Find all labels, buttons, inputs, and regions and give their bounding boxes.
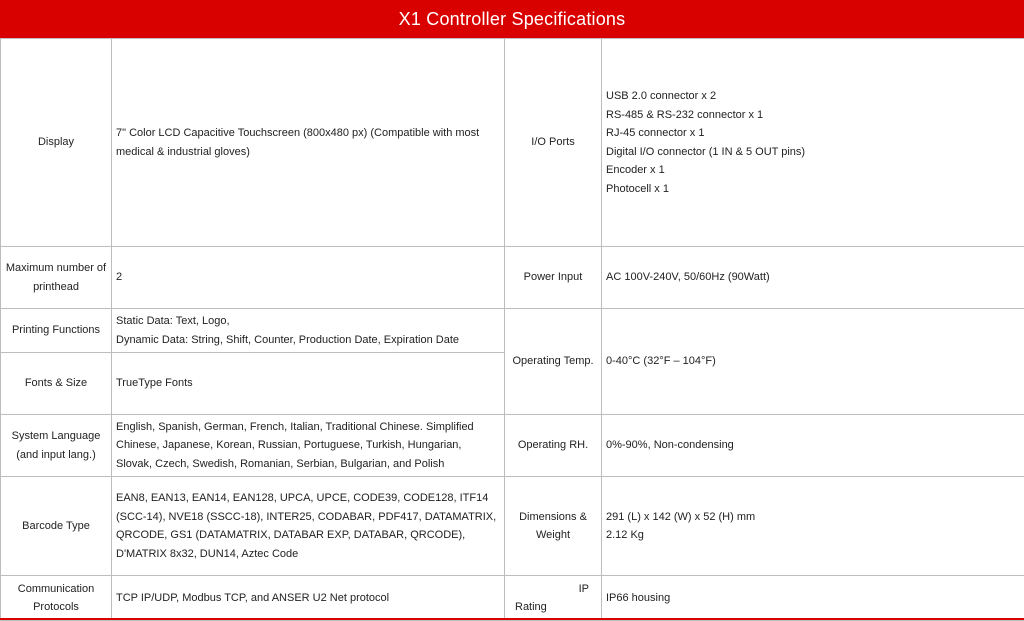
weight-line: 2.12 Kg	[606, 526, 1020, 545]
page-title: X1 Controller Specifications	[0, 0, 1024, 38]
table-row	[1, 576, 1024, 621]
ip-rating-label-line2: Rating	[509, 598, 597, 617]
spec-value-max-printhead: 2	[112, 247, 505, 309]
spec-label-display: Display	[1, 39, 112, 247]
spec-label-barcode-type: Barcode Type	[1, 477, 112, 576]
spec-value-power-input: AC 100V-240V, 50/60Hz (90Watt)	[602, 247, 1024, 309]
spec-value-operating-temp: 0-40°C (32°F – 104°F)	[602, 309, 1024, 415]
table-row	[1, 309, 1024, 353]
table-row	[1, 39, 1024, 247]
io-port-item: Photocell x 1	[606, 180, 1020, 199]
spec-value-operating-rh: 0%-90%, Non-condensing	[602, 415, 1024, 477]
dimensions-line: 291 (L) x 142 (W) x 52 (H) mm	[606, 508, 1020, 527]
spec-value-display: 7" Color LCD Capacitive Touchscreen (800x480 px) (Compatible with most medical & industrial gloves)	[112, 39, 505, 247]
spec-value-fonts-size: TrueType Fonts	[112, 353, 505, 415]
table-row	[1, 247, 1024, 309]
printing-function-line: Dynamic Data: String, Shift, Counter, Production Date, Expiration Date	[116, 331, 500, 350]
spec-label-printing-functions: Printing Functions	[1, 309, 112, 353]
table-row	[1, 415, 1024, 477]
spec-label-io-ports: I/O Ports	[505, 39, 602, 247]
spec-label-communication-protocols: Communication Protocols	[1, 576, 112, 621]
spec-label-system-language: System Language (and input lang.)	[1, 415, 112, 477]
ip-rating-label-line1: IP	[509, 580, 597, 599]
printing-function-line: Static Data: Text, Logo,	[116, 312, 500, 331]
specifications-table	[0, 38, 1024, 621]
io-port-item: Encoder x 1	[606, 161, 1020, 180]
spec-value-dimensions-weight	[602, 477, 1024, 576]
spec-value-printing-functions	[112, 309, 505, 353]
io-port-item: USB 2.0 connector x 2	[606, 87, 1020, 106]
spec-label-ip-rating	[505, 576, 602, 621]
spec-value-communication-protocols: TCP IP/UDP, Modbus TCP, and ANSER U2 Net protocol	[112, 576, 505, 621]
table-row	[1, 477, 1024, 576]
spec-value-ip-rating: IP66 housing	[602, 576, 1024, 621]
spec-value-barcode-type: EAN8, EAN13, EAN14, EAN128, UPCA, UPCE, CODE39, CODE128, ITF14 (SCC-14), NVE18 (SSCC-18), INTER25, CODABAR, PDF417, DATAMATRIX, QRCODE, GS1 (DATAMATRIX, DATABAR EXP, DATABAR, QRCODE), D'MATRIX 8x32, DUN14, Aztec Code	[112, 477, 505, 576]
spec-label-dimensions-weight: Dimensions & Weight	[505, 477, 602, 576]
spec-label-fonts-size: Fonts & Size	[1, 353, 112, 415]
spec-label-max-printhead: Maximum number of printhead	[1, 247, 112, 309]
spec-value-system-language: English, Spanish, German, French, Italian, Traditional Chinese. Simplified Chinese, Japanese, Korean, Russian, Portuguese, Turkish, Hungarian, Slovak, Czech, Swedish, Romanian, Serbian, Bulgarian, and Polish	[112, 415, 505, 477]
spec-label-operating-temp: Operating Temp.	[505, 309, 602, 415]
spec-label-power-input: Power Input	[505, 247, 602, 309]
io-port-item: RJ-45 connector x 1	[606, 124, 1020, 143]
spec-label-operating-rh: Operating RH.	[505, 415, 602, 477]
io-port-item: Digital I/O connector (1 IN & 5 OUT pins)	[606, 143, 1020, 162]
io-port-item: RS-485 & RS-232 connector x 1	[606, 106, 1020, 125]
spec-value-io-ports	[602, 39, 1024, 247]
